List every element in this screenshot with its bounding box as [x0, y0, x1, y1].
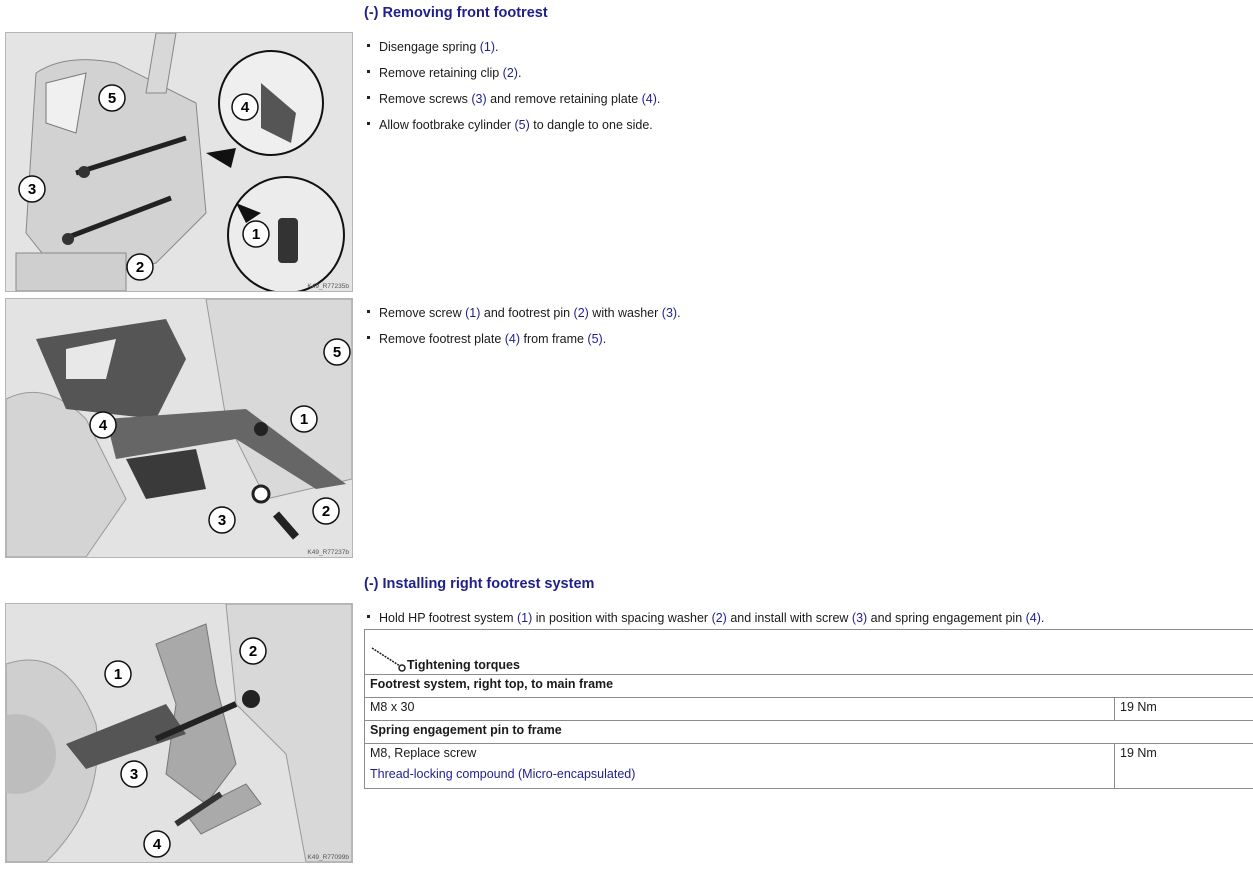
table-row: M8, Replace screw Thread-locking compound (Micro-encapsulated) 19 Nm	[365, 744, 1253, 789]
table-row: M8 x 30 19 Nm	[365, 698, 1253, 721]
figure-remove-footrest-plate	[5, 298, 353, 558]
callout-1: 1	[251, 226, 261, 243]
callout-2: 2	[135, 259, 145, 276]
callout-3: 3	[129, 766, 139, 783]
figure-removing-footrest	[5, 32, 353, 292]
footrest-illustration-3	[6, 604, 352, 862]
figure-caption: K49_R77235b	[307, 283, 349, 290]
figure-install-footrest	[5, 603, 353, 863]
callout-3: 3	[27, 181, 37, 198]
section-title-installing-right-footrest: (-) Installing right footrest system	[364, 576, 595, 592]
step-item: Allow footbrake cylinder (5) to dangle to one side.	[364, 118, 660, 144]
callout-4: 4	[152, 836, 162, 853]
callout-4: 4	[98, 417, 108, 434]
footrest-illustration-1	[6, 33, 352, 291]
thread-locking-compound-link[interactable]: Thread-locking compound (Micro-encapsulated)	[370, 767, 636, 781]
step-item: Disengage spring (1).	[364, 40, 660, 66]
figure-caption: K49_R77099b	[307, 854, 349, 861]
callout-5: 5	[107, 90, 117, 107]
callout-5: 5	[332, 344, 342, 361]
callout-1: 1	[113, 666, 123, 683]
callout-4: 4	[240, 99, 250, 116]
callout-3: 3	[217, 512, 227, 529]
callout-2: 2	[321, 503, 331, 520]
tightening-torques-table	[364, 629, 1253, 789]
callout-1: 1	[299, 411, 309, 428]
section-title-removing-front-footrest: (-) Removing front footrest	[364, 5, 548, 21]
torque-wrench-icon	[370, 646, 406, 672]
table-header-row	[365, 630, 1253, 675]
steps-list-a	[364, 40, 660, 144]
figure-caption: K49_R77237b	[307, 549, 349, 556]
table-group-row: Footrest system, right top, to main frame	[365, 675, 1253, 698]
step-item: Remove retaining clip (2).	[364, 66, 660, 92]
footrest-illustration-2	[6, 299, 352, 557]
step-item: Remove screws (3) and remove retaining plate (4).	[364, 92, 660, 118]
step-item: Remove footrest plate (4) from frame (5).	[364, 332, 681, 358]
table-heading: Tightening torques	[365, 630, 1253, 675]
step-item: Hold HP footrest system (1) in position with spacing washer (2) and install with screw (3) and spring engagement pin (4).	[364, 611, 1253, 637]
steps-list-b	[364, 306, 681, 358]
callout-2: 2	[248, 643, 258, 660]
step-item: Remove screw (1) and footrest pin (2) with washer (3).	[364, 306, 681, 332]
table-group-row: Spring engagement pin to frame	[365, 721, 1253, 744]
